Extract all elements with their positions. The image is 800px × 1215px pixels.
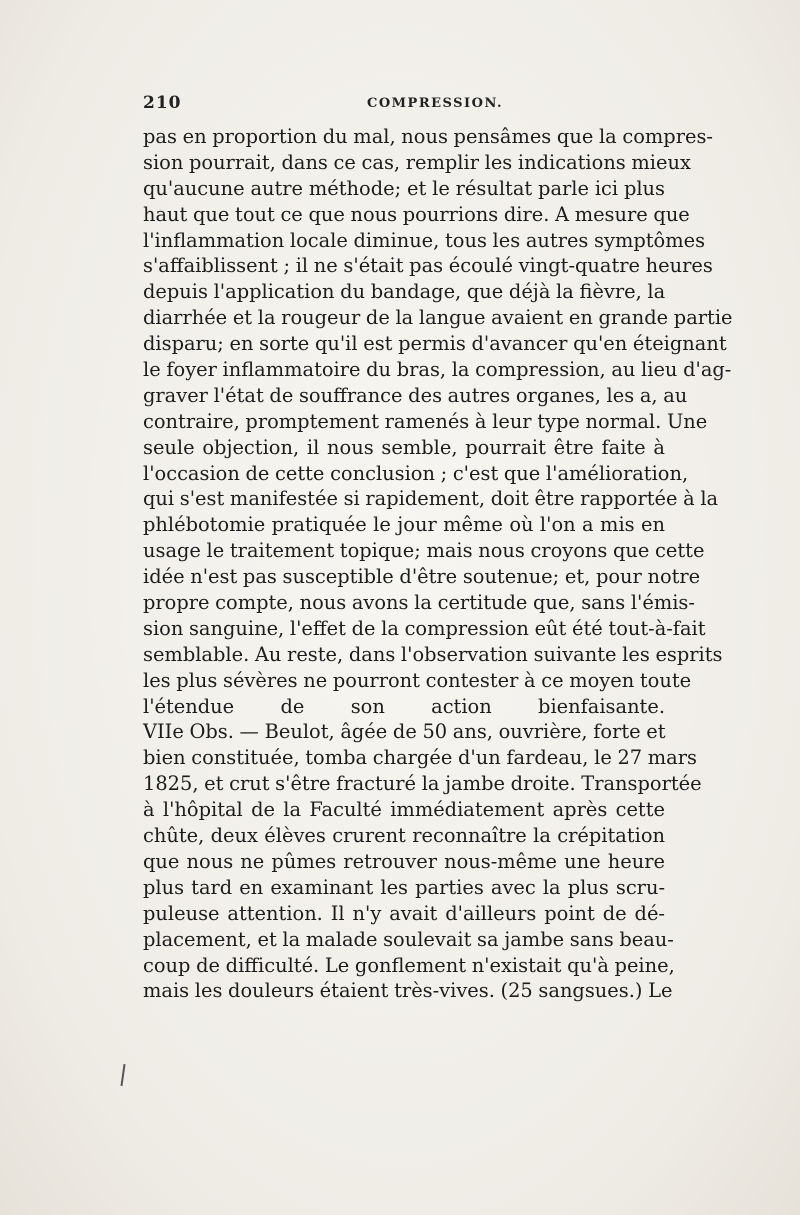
text-line: sion sanguine, l'effet de la compression eût été tout-à-fait [143, 616, 706, 640]
text-line: bien constituée, tomba chargée d'un fardeau, le 27 mars [143, 746, 697, 770]
text-line: coup de difficulté. Le gonflement n'existait qu'à peine, [143, 953, 675, 977]
text-line: contraire, promptement ramenés à leur type normal. Une [143, 409, 708, 433]
page-number: 210 [143, 93, 182, 113]
text-line: usage le traitement topique; mais nous croyons que cette [143, 539, 705, 563]
text-line: diarrhée et la rougeur de la langue avaient en grande partie [143, 306, 733, 330]
text-line: l'occasion de cette conclusion ; c'est que l'amélioration, [143, 461, 689, 485]
text-line: pas en proportion du mal, nous pensâmes que la compres- [143, 125, 713, 148]
text-line: depuis l'application du bandage, que déjà la fièvre, la [143, 280, 666, 304]
text-line: l'inflammation locale diminue, tous les autres symptômes [143, 228, 706, 252]
text-line: l'étendue de son action bienfaisante. [143, 694, 665, 718]
body-text [143, 124, 733, 1004]
text-line: graver l'état de souffrance des autres organes, les a, au [143, 383, 688, 407]
text-line: 1825, et crut s'être fracturé la jambe droite. Transportée [143, 772, 702, 796]
text-line: sion pourrait, dans ce cas, remplir les indications mieux [143, 150, 691, 174]
text-line: chûte, deux élèves crurent reconnaître la crépitation [143, 824, 665, 848]
text-line: disparu; en sorte qu'il est permis d'avancer qu'en éteignant [143, 332, 727, 356]
text-line: qui s'est manifestée si rapidement, doit être rapportée à la [143, 487, 719, 511]
text-line: propre compte, nous avons la certitude que, sans l'émis- [143, 591, 695, 615]
text-line: phlébotomie pratiquée le jour même où l'on a mis en [143, 513, 665, 537]
page-header [143, 87, 683, 117]
text-line: VIIe Obs. — Beulot, âgée de 50 ans, ouvrière, forte et [143, 720, 666, 744]
text-line: haut que tout ce que nous pourrions dire. A mesure que [143, 202, 690, 226]
text-line: s'affaiblissent ; il ne s'était pas écoulé vingt-quatre heures [143, 254, 713, 278]
margin-mark [120, 1064, 125, 1086]
running-title: COMPRESSION. [367, 96, 504, 111]
text-line: que nous ne pûmes retrouver nous-même une heure [143, 849, 665, 873]
text-line: seule objection, il nous semble, pourrait être faite à [143, 435, 665, 459]
text-line: puleuse attention. Il n'y avait d'ailleurs point de dé- [143, 901, 665, 925]
text-line: les plus sévères ne pourront contester à ce moyen toute [143, 668, 692, 692]
text-line: semblable. Au reste, dans l'observation suivante les esprits [143, 642, 723, 666]
text-line: à l'hôpital de la Faculté immédiatement après cette [143, 798, 665, 822]
text-line: qu'aucune autre méthode; et le résultat parle ici plus [143, 176, 665, 200]
text-line: mais les douleurs étaient très-vives. (25 sangsues.) Le [143, 979, 673, 1003]
text-line: plus tard en examinant les parties avec la plus scru- [143, 875, 665, 899]
text-line: le foyer inflammatoire du bras, la compression, au lieu d'ag- [143, 358, 732, 382]
text-line: idée n'est pas susceptible d'être soutenue; et, pour notre [143, 565, 701, 589]
text-line: placement, et la malade soulevait sa jambe sans beau- [143, 927, 674, 951]
